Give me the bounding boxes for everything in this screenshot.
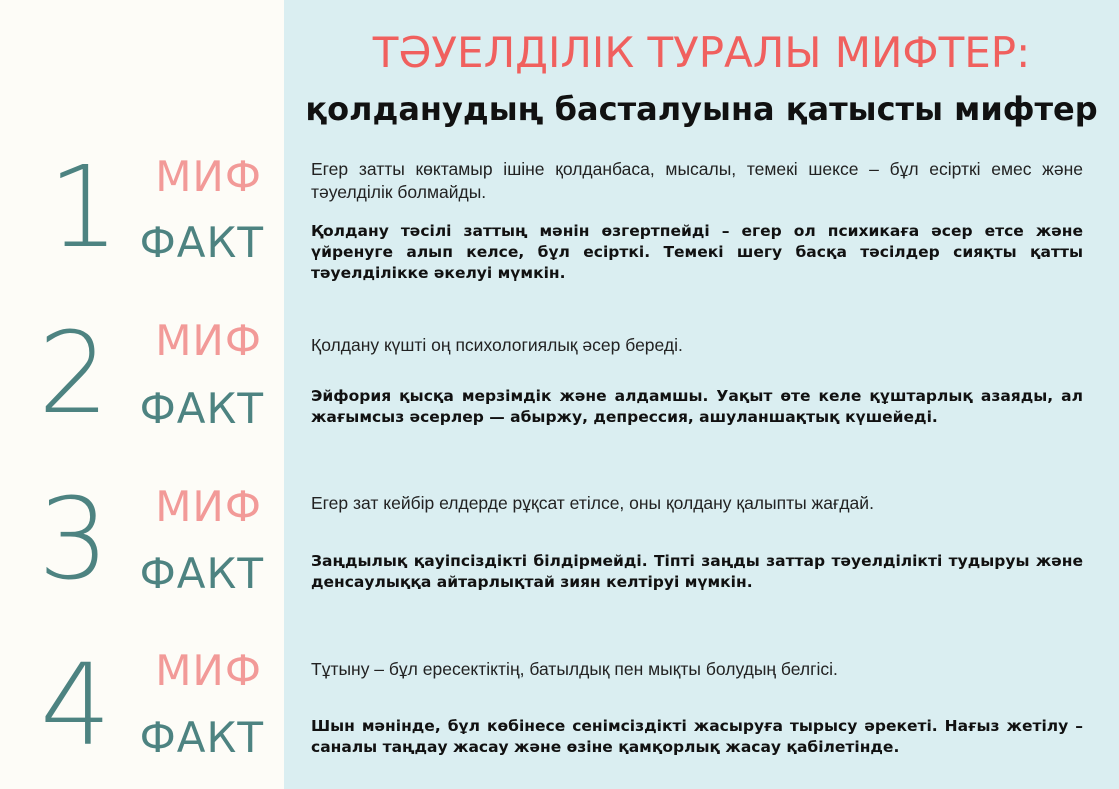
myth-text-3: Егер зат кейбір елдерде рұқсат етілсе, оны қолдану қалыпты жағдай.: [311, 493, 874, 513]
page-title: ТӘУЕЛДІЛІК ТУРАЛЫ МИФТЕР:: [372, 28, 1031, 77]
myth-text-4: Тұтыну – бұл ересектіктің, батылдық пен мықты болудың белгісі.: [311, 659, 838, 679]
myth-label-2: МИФ: [155, 316, 262, 365]
fact-label-4: ФАКТ: [139, 713, 264, 762]
fact-label-1: ФАКТ: [139, 218, 264, 267]
fact-text-1: Қолдану тәсілі заттың мәнін өзгертпейді – егер ол психикаға әсер етсе және үйренуге алып келсе, бұл есірткі. Темекі шегу басқа тәсілдер сияқты қатты тәуелділікке әкелуі мүмкін.: [311, 222, 1083, 282]
item-number-2: 2: [38, 309, 110, 439]
item-number-4: 4: [40, 641, 112, 771]
myth-label-4: МИФ: [155, 646, 262, 695]
myth-label-1: МИФ: [155, 152, 262, 201]
fact-text-4: Шын мәнінде, бұл көбінесе сенімсіздікті жасыруға тырысу әрекеті. Нағыз жетілу – саналы таңдау жасау және өзіне қамқорлық жасау қабілетінде.: [311, 717, 1083, 756]
fact-text-3: Заңдылық қауіпсіздікті білдірмейді. Тіпті заңды заттар тәуелділікті тудыруы және денсаулыққа айтарлықтай зиян келтіруі мүмкін.: [311, 552, 1083, 591]
fact-text-2: Эйфория қысқа мерзімдік және алдамшы. Уақыт өте келе құштарлық азаяды, ал жағымсыз әсерлер — абыржу, депрессия, ашуланшақтық күшейеді.: [311, 387, 1083, 426]
myth-text-2: Қолдану күшті оң психологиялық әсер береді.: [311, 335, 683, 355]
item-number-1: 1: [48, 143, 120, 273]
fact-label-3: ФАКТ: [139, 549, 264, 598]
item-number-3: 3: [38, 475, 110, 605]
fact-label-2: ФАКТ: [139, 384, 264, 433]
myth-text-1: Егер затты көктамыр ішіне қолданбаса, мысалы, темекі шексе – бұл есірткі емес және тәуелділік болмайды.: [311, 159, 1083, 202]
page-subtitle: қолданудың басталуына қатысты мифтер: [305, 90, 1098, 128]
myth-label-3: МИФ: [155, 482, 262, 531]
